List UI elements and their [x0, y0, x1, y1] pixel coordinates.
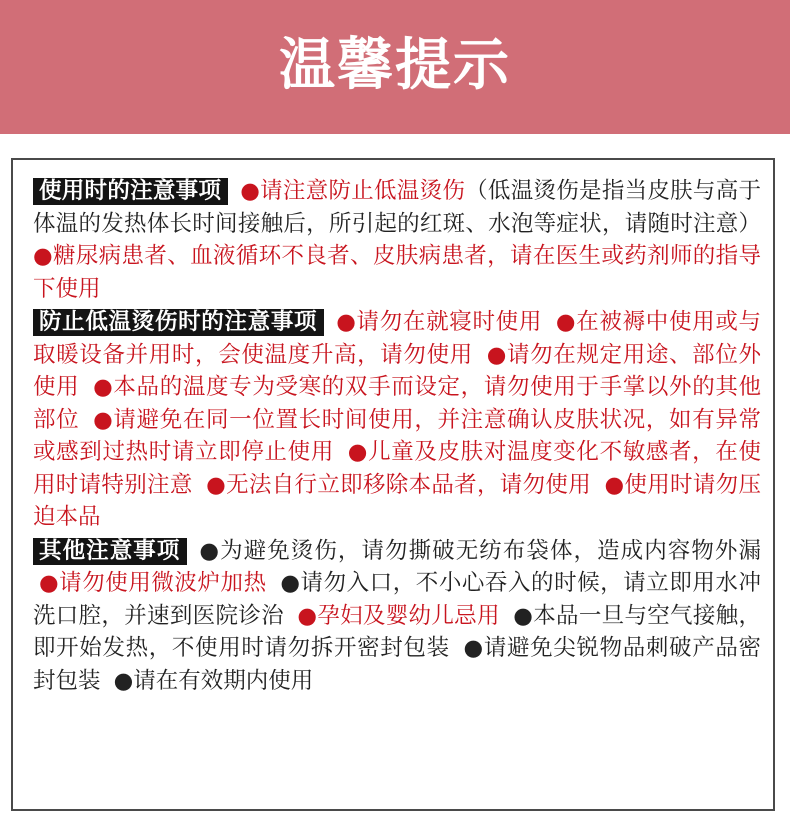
notice-item: ●请勿入口，不小心吞入的时候，请立即用水冲洗口腔，并速到医院诊治: [33, 570, 761, 629]
page-title: 温馨提示: [279, 32, 511, 98]
section-other: [33, 535, 761, 698]
notice-item: ●请注意防止低温烫伤: [240, 178, 466, 204]
notice-item: （低温烫伤是指当皮肤与高于体温的发热体长时间接触后，所引起的红斑、水泡等症状，请随时注意）: [33, 178, 761, 237]
notice-content: [33, 175, 761, 698]
notice-item: ●请勿使用微波炉加热: [39, 570, 267, 596]
section-usage: [33, 175, 761, 305]
section-burn-prevention: [33, 306, 761, 534]
header-banner: [0, 0, 790, 134]
notice-item: ●本品的温度专为受寒的双手而设定，请勿使用于手掌以外的其他部位: [33, 374, 761, 433]
notice-item: ●在被褥中使用或与取暖设备并用时，会使温度升高，请勿使用: [33, 309, 762, 368]
section-label: 使用时的注意事项: [33, 178, 228, 205]
notice-item: ●儿童及皮肤对温度变化不敏感者，在使用时请特别注意: [33, 439, 761, 498]
notice-item: ●请避免在同一位置长时间使用，并注意确认皮肤状况，如有异常或感到过热时请立即停止使用: [33, 406, 761, 465]
section-label: 防止低温烫伤时的注意事项: [33, 309, 324, 336]
notice-item: ●使用时请勿压迫本品: [33, 471, 761, 530]
notice-item: ●请避免尖锐物品刺破产品密封包装: [33, 635, 761, 694]
notice-item: ●为避免烫伤，请勿撕破无纺布袋体，造成内容物外漏: [199, 537, 761, 564]
notice-item: ●本品一旦与空气接触，即开始发热，不使用时请勿拆开密封包装: [33, 602, 761, 661]
notice-item: ●请勿在就寝时使用: [336, 309, 543, 335]
notice-item: ●糖尿病患者、血液循环不良者、皮肤病患者，请在医生或药剂师的指导下使用: [33, 243, 761, 302]
notice-item: ●无法自行立即移除本品者，请勿使用: [206, 471, 592, 498]
notice-item: ●孕妇及婴幼儿忌用: [297, 602, 500, 629]
section-label: 其他注意事项: [33, 538, 187, 565]
notice-item: ●请在有效期内使用: [113, 667, 314, 694]
notice-item: ●请勿在规定用途、部位外使用: [33, 341, 761, 400]
